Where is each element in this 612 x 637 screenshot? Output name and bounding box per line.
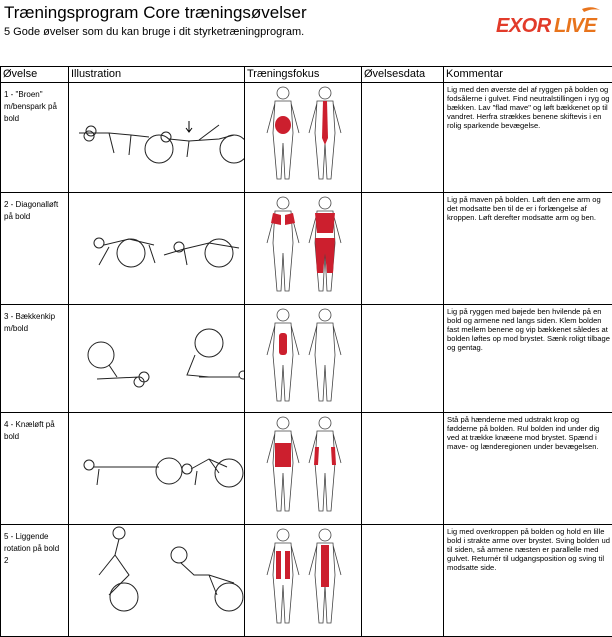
table-row	[1, 525, 612, 637]
exercise-data	[362, 413, 444, 525]
exercise-illustration	[69, 525, 245, 637]
exercise-name: 1 - "Broen" m/benspark på bold	[1, 83, 69, 193]
logo-text-exor: EXOR	[496, 15, 552, 36]
exercise-illustration	[69, 305, 245, 413]
exercise-data	[362, 525, 444, 637]
exercise-data	[362, 193, 444, 305]
exercise-illustration-icon	[69, 83, 245, 191]
body-outline-icon	[245, 525, 362, 635]
exercise-name: 3 - Bækkenkip m/bold	[1, 305, 69, 413]
exercise-name: 4 - Knæløft på bold	[1, 413, 69, 525]
training-focus	[245, 413, 362, 525]
logo-text-live: LIVE	[554, 15, 598, 36]
training-focus	[245, 525, 362, 637]
column-header: Øvelsesdata	[362, 67, 444, 83]
exercise-comment: Lig på ryggen med bøjede ben hvilende på en bold og armene ned langs siden. Klem bolden fast mellem benene og vip bækkenet således at bolden løftes op mod brystet. Sænk roligt tilbage og gentag.	[444, 305, 612, 413]
exercise-table	[0, 66, 612, 637]
exercise-comment: Lig med den øverste del af ryggen på bolden og fodsålerne i gulvet. Find neutralstillingen i ryg og bækken. Lav "flad mave" og løft bækkenet op til vandret. Herfra strækkes benene skiftevis i en rolig sparkende bevægelse.	[444, 83, 612, 193]
column-header: Illustration	[69, 67, 245, 83]
body-outline-icon	[245, 83, 362, 191]
training-focus	[245, 193, 362, 305]
exercise-comment: Lig på maven på bolden. Løft den ene arm og det modsatte ben til de er i forlængelse af kroppen. Løft derefter modsatte arm og ben.	[444, 193, 612, 305]
column-header: Kommentar	[444, 67, 612, 83]
exercise-illustration-icon	[69, 193, 245, 303]
training-focus	[245, 305, 362, 413]
exercise-illustration-icon	[69, 413, 245, 523]
exercise-illustration	[69, 193, 245, 305]
body-outline-icon	[245, 305, 362, 411]
exercise-illustration	[69, 413, 245, 525]
table-row	[1, 83, 612, 193]
exercise-name: 2 - Diagonalløft på bold	[1, 193, 69, 305]
exercise-name: 5 - Liggende rotation på bold 2	[1, 525, 69, 637]
exercise-illustration-icon	[69, 305, 245, 411]
table-row	[1, 305, 612, 413]
table-row	[1, 413, 612, 525]
exercise-comment: Stå på hænderne med udstrakt krop og fødderne på bolden. Rul bolden ind under dig ved at trække knæene mod brystet. Spænd i mave- og lænderegionen under bevægelsen.	[444, 413, 612, 525]
body-outline-icon	[245, 413, 362, 523]
exercise-data	[362, 83, 444, 193]
column-header: Træningsfokus	[245, 67, 362, 83]
page-subtitle: 5 Gode øvelser som du kan bruge i dit styrketræningprogram.	[4, 26, 304, 38]
column-header: Øvelse	[1, 67, 69, 83]
page-title: Træningsprogram Core træningsøvelser	[4, 3, 307, 23]
training-focus	[245, 83, 362, 193]
table-header-row	[1, 67, 612, 83]
exorlive-logo	[494, 6, 606, 36]
table-row	[1, 193, 612, 305]
exercise-illustration	[69, 83, 245, 193]
exercise-comment: Lig med overkroppen på bolden og hold en lille bold i strakte arme over brystet. Sving bolden ud til siden, så armene næsten er parallelle med gulvet. Returnér til udgangsposition og sving til modsatte side.	[444, 525, 612, 637]
exercise-illustration-icon	[69, 525, 245, 635]
exercise-data	[362, 305, 444, 413]
body-outline-icon	[245, 193, 362, 303]
